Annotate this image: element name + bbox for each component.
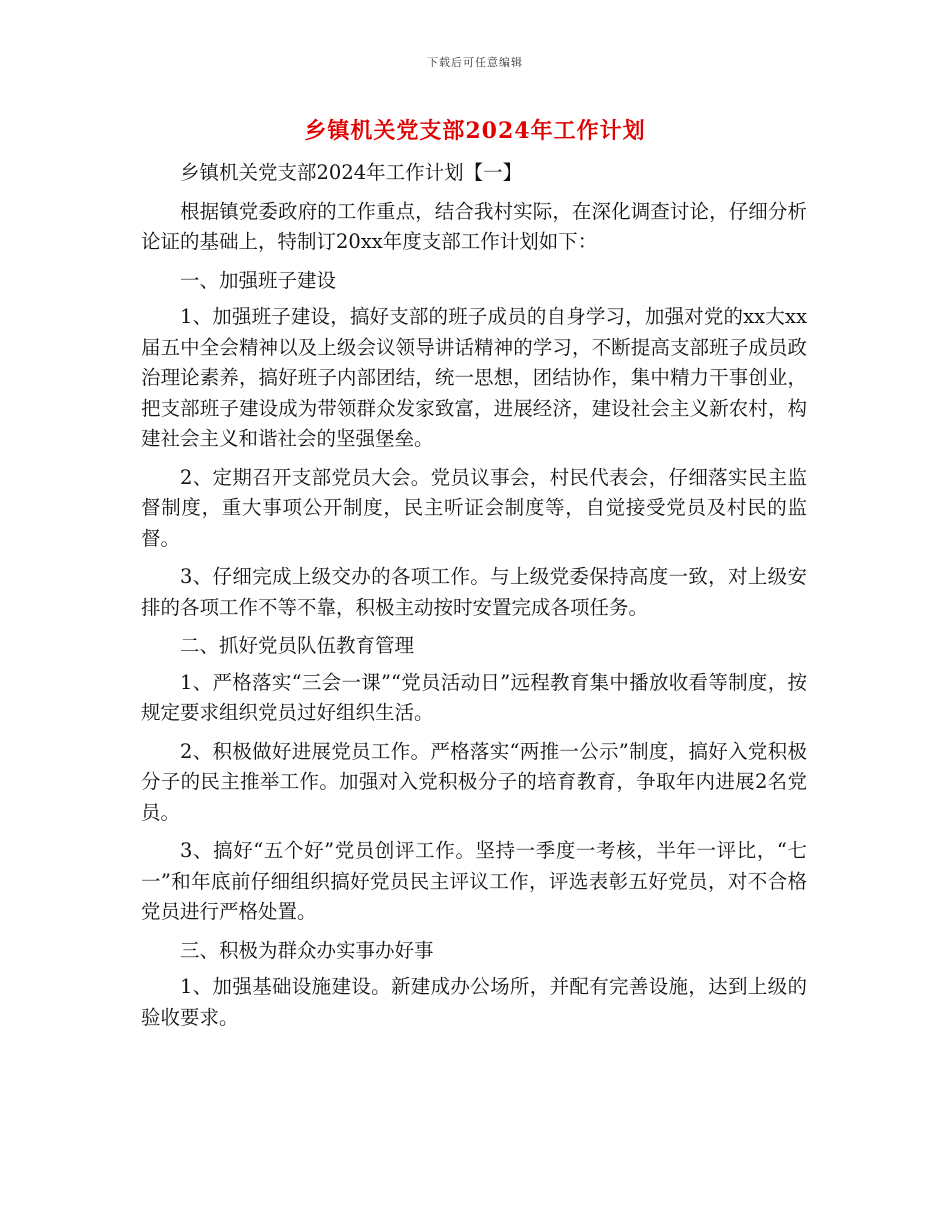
body-paragraph: 2、积极做好进展党员工作。严格落实“两推一公示”制度，搞好入党积极分子的民主推举工作。加强对入党积极分子的培育教育，争取年内进展2名党员。 [141,739,807,824]
section-heading-1: 一、加强班子建设 [180,268,337,292]
body-paragraph: 3、搞好“五个好”党员创评工作。坚持一季度一考核，半年一评比，“七一”和年底前仔细组织搞好党员民主评议工作，评选表彰五好党员，对不合格党员进行严格处置。 [141,839,807,923]
body-paragraph: 1、严格落实“三会一课”“党员活动日”远程教育集中播放收看等制度，按规定要求组织党员过好组织生活。 [141,670,807,724]
document-body [141,158,807,1041]
body-paragraph: 3、仔细完成上级交办的各项工作。与上级党委保持高度一致，对上级安排的各项工作不等不靠，积极主动按时安置完成各项任务。 [141,565,807,619]
section-heading-2: 二、抓好党员队伍教育管理 [180,634,415,657]
header-note: 下载后可任意编辑 [427,56,523,69]
document-title: 乡镇机关党支部2024年工作计划 [304,118,646,144]
intro-paragraph: 根据镇党委政府的工作重点，结合我村实际，在深化调查讨论，仔细分析论证的基础上，特制订20xx年度支部工作计划如下： [141,199,807,253]
body-paragraph: 1、加强班子建设，搞好支部的班子成员的自身学习，加强对党的xx大xx届五中全会精神以及上级会议领导讲话精神的学习，不断提高支部班子成员政治理论素养，搞好班子内部团结，统一思想，团结协作，集中精力干事创业，把支部班子建设成为带领群众发家致富，进展经济，建设社会主义新农村，构建社会主义和谐社会的坚强堡垒。 [141,305,807,450]
body-paragraph: 1、加强基础设施建设。新建成办公场所，并配有完善设施，达到上级的验收要求。 [141,975,807,1029]
subtitle-paragraph: 乡镇机关党支部2024年工作计划【一】 [180,161,523,184]
body-paragraph: 2、定期召开支部党员大会。党员议事会，村民代表会，仔细落实民主监督制度，重大事项公开制度，民主听证会制度等，自觉接受党员及村民的监督。 [141,465,807,550]
section-heading-3: 三、积极为群众办实事办好事 [180,938,434,962]
